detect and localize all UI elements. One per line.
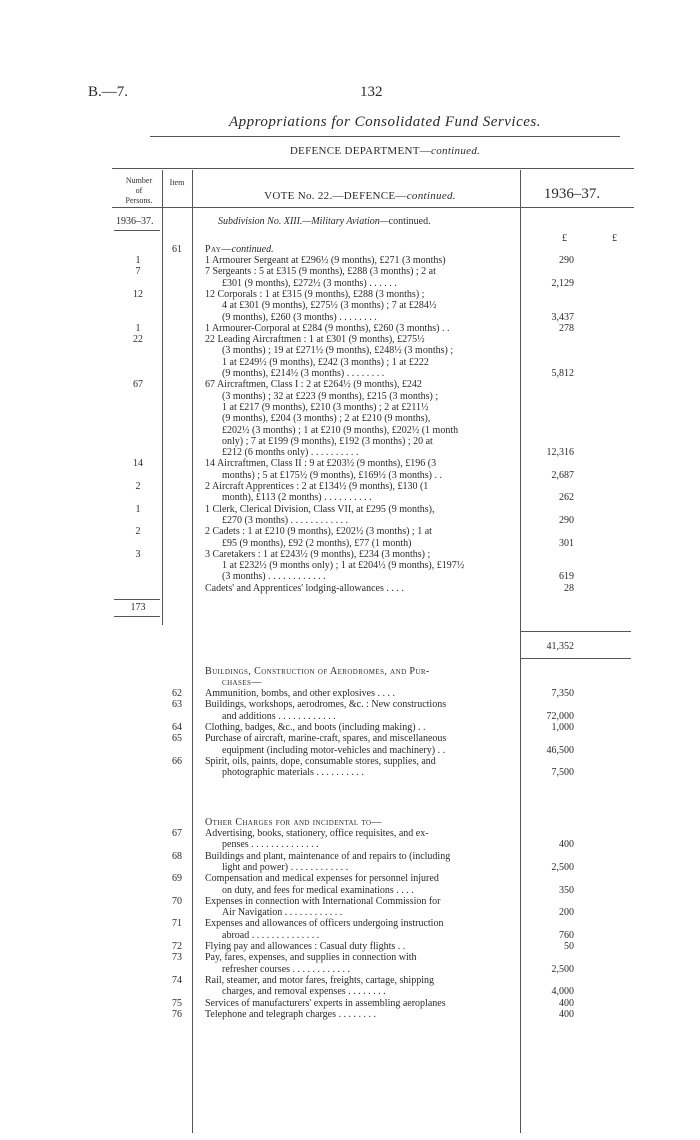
persons-total: 173 [130,602,146,613]
persons-column-rule [162,170,163,625]
persons-year-rule [114,230,160,231]
item-column-header: Item [169,178,185,187]
row-amount: 72,000 [546,710,574,722]
row-description-line: (9 months), £260 (3 months) . . . . . . . . [222,311,377,323]
row-persons: 67 [133,379,143,391]
buildings-heading-line-2: chases— [222,677,262,688]
persons-total-underline [114,616,160,617]
row-description-line: Expenses in connection with International Commission for [205,895,441,907]
vote-title: VOTE No. 22.—DEFENCE— [264,190,407,202]
row-description-line: 3 Caretakers : 1 at £243½ (9 months), £234 (3 months) ; [205,548,431,560]
subdivision-title: Subdivision No. XIII.—Military Aviation— [218,216,389,227]
row-amount: 350 [559,884,574,896]
row-description-line: and additions . . . . . . . . . . . . [222,710,336,722]
row-description-line: Buildings and plant, maintenance of and repairs to (including [205,850,451,862]
row-description-line: Advertising, books, stationery, office requisites, and ex- [205,828,429,839]
row-description-line: Spirit, oils, paints, dope, consumable stores, supplies, and [205,755,436,767]
row-description-line: light and power) . . . . . . . . . . . . [222,861,349,873]
vote-heading [200,190,520,202]
row-description-line: £95 (9 months), £92 (2 months), £77 (1 month) [222,537,412,549]
row-item-number: 76 [172,1008,182,1020]
subdivision-heading [218,216,431,227]
row-amount: 7,500 [551,767,574,779]
row-amount: 290 [559,514,574,526]
row-description-line: Buildings, workshops, aerodromes, &c. : New constructions [205,699,447,711]
row-description-line: £301 (9 months), £272½ (3 months) . . . . . . [222,277,397,289]
item-column-rule [192,170,193,1133]
row-item-number: 72 [172,941,182,952]
row-description-line: 1 Armourer-Corporal at £284 (9 months), £260 (3 months) . . [205,322,450,334]
row-amount: 4,000 [551,986,574,998]
row-item-number: 64 [172,721,182,733]
persons-year: 1936–37. [116,216,154,227]
row-description-line: Purchase of aircraft, marine-craft, spares, and miscellaneous [205,733,447,745]
row-description-line: refresher courses . . . . . . . . . . . . [222,963,351,975]
row-item-number: 68 [172,850,182,862]
row-item-number: 67 [172,828,182,839]
row-amount: 2,687 [551,469,574,481]
pay-item-number: 61 [172,244,182,255]
title-rule [150,136,620,137]
document-reference: B.—7. [88,84,129,100]
row-description-line: 12 Corporals : 1 at £315 (9 months), £288 (3 months) ; [205,288,425,300]
row-amount: 400 [559,839,574,851]
department-rule [112,168,634,169]
row-item-number: 75 [172,997,182,1009]
row-description-line: Telephone and telegraph charges . . . . . . . . [205,1008,377,1020]
persons-total-rule [114,599,160,600]
persons-header-line-3: Persons. [125,196,153,205]
pay-subtotal-rule [521,631,631,632]
row-persons: 2 [135,526,141,538]
row-description-line: 1 at £217 (9 months), £210 (3 months) ; 2 at £211½ [222,401,429,413]
row-description-line: 7 Sergeants : 5 at £315 (9 months), £288 (3 months) ; 2 at [205,266,436,278]
row-description-line: only) ; 7 at £199 (9 months), £192 (3 months) ; 20 at [222,435,433,447]
subdivision-continued: continued. [388,216,431,227]
page-title: Appropriations for Consolidated Fund Services. [228,114,541,130]
other-charges-heading: Other Charges for and incidental to— [205,817,382,828]
row-description-line: (3 months) ; 32 at £223 (9 months), £215 (3 months) ; [222,390,439,402]
row-description-line: equipment (including motor-vehicles and machinery) . . [222,744,446,756]
row-item-number: 69 [172,873,182,885]
row-description-line: 1 at £232½ (9 months only) ; 1 at £204½ (9 months), £197½ [222,560,465,572]
row-amount: 262 [559,492,574,504]
row-persons: 7 [135,266,141,278]
row-description-line: Flying pay and allowances : Casual duty flights . . [205,941,406,952]
row-description-line: Ammunition, bombs, and other explosives . . . . [205,688,395,699]
buildings-heading-line-1: Buildings, Construction of Aerodromes, and Pur- [205,666,430,677]
row-amount: 28 [564,582,574,594]
row-amount: 400 [559,997,574,1009]
row-item-number: 63 [172,699,182,711]
department-heading [150,145,620,157]
row-description-line: Clothing, badges, &c., and boots (including making) . . [205,721,426,733]
row-description-line: penses . . . . . . . . . . . . . . [222,839,319,851]
row-amount: 12,316 [546,447,574,459]
row-description-line: Pay, fares, expenses, and supplies in connection with [205,952,417,964]
row-amount: 200 [559,907,574,919]
persons-header-line-1: Number [125,176,153,185]
persons-column-header [114,176,164,206]
row-amount: 46,500 [546,744,574,756]
row-amount: 278 [559,322,574,334]
row-item-number: 62 [172,688,182,699]
row-description-line: 4 at £301 (9 months), £275½ (3 months) ; 7 at £284½ [222,300,437,312]
pay-heading [205,244,515,255]
row-amount: 760 [559,929,574,941]
row-amount: 400 [559,1008,574,1020]
header-bottom-rule [112,207,634,208]
pay-heading-continued: continued. [231,244,274,255]
row-description-line: (9 months), £204 (3 months) ; 2 at £210 (9 months), [222,413,431,425]
row-amount: 2,500 [551,963,574,975]
row-description-line: £212 (6 months only) . . . . . . . . . . [222,447,359,459]
row-item-number: 73 [172,952,182,964]
row-amount: 290 [559,255,574,266]
row-amount: 3,437 [551,311,574,323]
row-persons: 22 [133,334,143,346]
row-description-line: (3 months) . . . . . . . . . . . . [222,571,326,583]
row-item-number: 65 [172,733,182,745]
row-description-line: Compensation and medical expenses for personnel injured [205,873,439,885]
row-persons: 14 [133,458,143,470]
row-amount: 2,129 [551,277,574,289]
amount-column-rule [520,170,521,1133]
row-persons: 1 [135,255,141,266]
row-description-line: £270 (3 months) . . . . . . . . . . . . [222,514,349,526]
vote-continued: continued. [406,190,456,202]
pay-subtotal-underline [521,658,631,659]
pay-subtotal: 41,352 [546,641,574,652]
department-continued: continued. [431,145,481,157]
row-persons: 12 [133,288,143,300]
row-item-number: 66 [172,755,182,767]
row-description-line: abroad . . . . . . . . . . . . . . [222,929,320,941]
row-description-line: 1 Armourer Sergeant at £296½ (9 months), £271 (3 months) [205,255,446,266]
row-persons: 3 [135,548,141,560]
department-name: DEFENCE DEPARTMENT— [289,145,432,157]
row-description-line: photographic materials . . . . . . . . . . [222,767,364,779]
currency-symbol-totals: £ [612,233,617,244]
row-description-line: 1 at £249½ (9 months), £242 (3 months) ; 1 at £222 [222,356,429,368]
row-description-line: month), £113 (2 months) . . . . . . . . . . [222,492,372,504]
row-description-line: 14 Aircraftmen, Class II : 9 at £203½ (9 months), £196 (3 [205,458,437,470]
row-amount: 619 [559,571,574,583]
year-column-header: 1936–37. [543,186,601,202]
row-description-line: 67 Aircraftmen, Class I : 2 at £264½ (9 months), £242 [205,379,422,391]
row-description-line: 1 Clerk, Clerical Division, Class VII, at £295 (9 months), [205,503,435,515]
row-item-number: 71 [172,918,182,930]
row-amount: 5,812 [551,368,574,379]
row-description-line: Air Navigation . . . . . . . . . . . . [222,907,343,919]
pay-heading-label: Pay— [205,244,232,255]
row-description-line: Services of manufacturers' experts in assembling aeroplanes [205,997,446,1009]
row-item-number: 74 [172,974,182,986]
row-description-line: Rail, steamer, and motor fares, freights, cartage, shipping [205,974,434,986]
row-persons: 1 [135,503,141,515]
row-amount: 50 [564,941,574,952]
row-amount: 7,350 [551,688,574,699]
row-amount: 2,500 [551,861,574,873]
row-description-line: on duty, and fees for medical examinations . . . . [222,884,414,896]
row-description-line: 2 Cadets : 1 at £210 (9 months), £202½ (3 months) ; 1 at [205,526,432,538]
row-persons: 1 [135,322,141,334]
row-description-line: (3 months) ; 19 at £271½ (9 months), £248½ (3 months) ; [222,345,454,357]
page-number: 132 [360,84,383,100]
persons-header-line-2: of [135,186,143,195]
currency-symbol-items: £ [562,233,567,244]
row-description-line: months) ; 5 at £175½ (9 months), £169½ (3 months) . . [222,469,442,481]
row-description-line: charges, and removal expenses . . . . . . . . [222,986,386,998]
row-persons: 2 [135,481,141,492]
row-description-line: £202½ (3 months) ; 1 at £210 (9 months), £202½ (1 month [222,424,459,436]
row-description-line: 22 Leading Aircraftmen : 1 at £301 (9 months), £275½ [205,334,425,346]
row-amount: 1,000 [551,721,574,733]
row-description-line: Cadets' and Apprentices' lodging-allowances . . . . [205,582,404,594]
row-description-line: (9 months), £214½ (3 months) . . . . . . . . [222,368,385,379]
row-description-line: Expenses and allowances of officers undergoing instruction [205,918,444,930]
row-item-number: 70 [172,895,182,907]
row-description-line: 2 Aircraft Apprentices : 2 at £134½ (9 months), £130 (1 [205,481,429,492]
row-amount: 301 [559,537,574,549]
